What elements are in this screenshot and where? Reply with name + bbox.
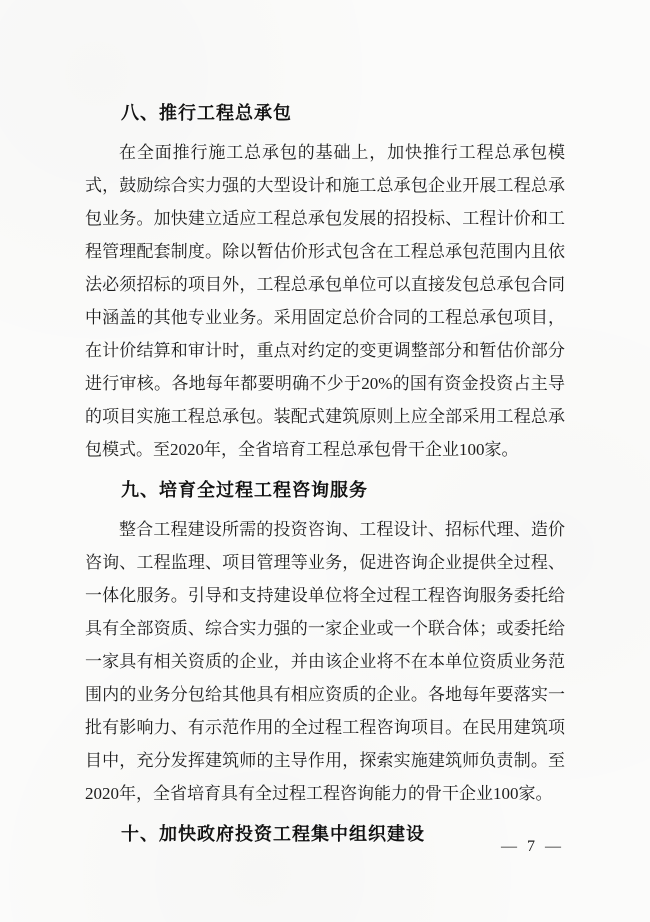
section-heading-9: 九、培育全过程工程咨询服务: [121, 480, 368, 500]
text-line: 一家具有相关资质的企业，并由该企业将不在本单位资质业务范: [85, 652, 565, 671]
page-number: — 7 —: [501, 838, 564, 855]
text-line: 在全面推行施工总承包的基础上，加快推行工程总承包模: [119, 143, 565, 162]
text-line: 在计价结算和审计时，重点对约定的变更调整部分和暂估价部分: [85, 341, 565, 360]
section-9-paragraph: [85, 513, 565, 810]
text-line: 目中，充分发挥建筑师的主导作用，探索实施建筑师负责制。至: [85, 751, 565, 770]
text-line: 一体化服务。引导和支持建设单位将全过程工程咨询服务委托给: [85, 586, 565, 605]
text-line: 包业务。加快建立适应工程总承包发展的招投标、工程计价和工: [85, 209, 565, 228]
section-heading-10: 十、加快政府投资工程集中组织建设: [121, 824, 425, 844]
text-line: 的项目实施工程总承包。装配式建筑原则上应全部采用工程总承: [85, 407, 565, 426]
text-line: 法必须招标的项目外，工程总承包单位可以直接发包总承包合同: [85, 275, 565, 294]
section-heading-8: 八、推行工程总承包: [121, 103, 292, 123]
text-line: 整合工程建设所需的投资咨询、工程设计、招标代理、造价: [119, 520, 565, 539]
text-line: 中涵盖的其他专业业务。采用固定总价合同的工程总承包项目，: [85, 308, 565, 327]
text-line: 批有影响力、有示范作用的全过程工程咨询项目。在民用建筑项: [85, 718, 565, 737]
text-line: 包模式。至2020年，全省培育工程总承包骨干企业100家。: [85, 440, 519, 459]
text-line: 2020年，全省培育具有全过程工程咨询能力的骨干企业100家。: [85, 784, 553, 803]
text-line: 具有全部资质、综合实力强的一家企业或一个联合体；或委托给: [85, 619, 565, 638]
text-line: 围内的业务分包给其他具有相应资质的企业。各地每年要落实一: [85, 685, 565, 704]
section-8-paragraph: [85, 136, 565, 466]
text-line: 式，鼓励综合实力强的大型设计和施工总承包企业开展工程总承: [85, 176, 565, 195]
text-line: 咨询、工程监理、项目管理等业务，促进咨询企业提供全过程、: [85, 553, 565, 572]
text-line: 程管理配套制度。除以暂估价形式包含在工程总承包范围内且依: [85, 242, 565, 261]
document-content: [85, 97, 565, 857]
text-line: 进行审核。各地每年都要明确不少于20%的国有资金投资占主导: [85, 374, 565, 393]
